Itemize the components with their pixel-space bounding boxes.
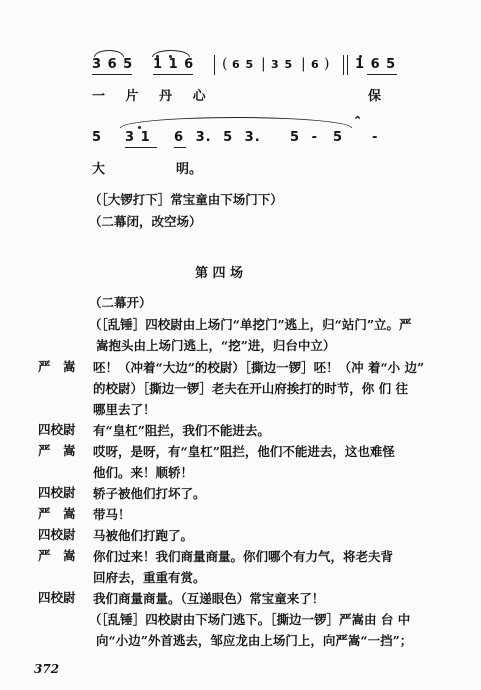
- dialogue-line: 哪里去了！: [93, 402, 156, 417]
- barline: [347, 55, 348, 75]
- lyric: 明。: [176, 162, 203, 177]
- lyric: 保: [368, 89, 382, 104]
- speaker-name: 严 嵩: [38, 548, 76, 563]
- barline: |: [261, 56, 266, 72]
- underline-beat: [174, 147, 186, 148]
- barline: [214, 55, 215, 75]
- note-group: 3 6 5: [92, 57, 134, 72]
- underline-beat: [92, 74, 132, 75]
- note-group: 6 3. 5 3.: [174, 130, 261, 145]
- fermata-mark: ⌃: [353, 114, 363, 127]
- underline-beat: [125, 147, 157, 148]
- note-group: 1 1 6: [153, 57, 195, 72]
- dialogue-line: 呸！（冲着“大边”的校尉）［撕边一锣］呸！（冲 着“小 边”: [93, 360, 425, 375]
- closing-direction: （［乱锤］四校尉由下场门逃下。［撕边一锣］严嵩由 台 中: [89, 612, 411, 627]
- paren-close: ): [324, 56, 330, 72]
- stage-direction: （二幕闭，改空场）: [89, 214, 202, 229]
- note-group: 6: [311, 58, 320, 71]
- high-octave-dot: [138, 126, 141, 129]
- note-group: 5: [92, 130, 103, 145]
- paren-open: (: [222, 56, 228, 72]
- speaker-name: 严 嵩: [38, 359, 76, 374]
- speaker-name: 严 嵩: [38, 506, 76, 521]
- note-group: 5 -: [290, 130, 318, 145]
- stage-direction: （［大锣打下］常宝童由下场门下）: [89, 192, 283, 207]
- note-group: 5: [333, 130, 344, 145]
- dialogue-line: 我们商量商量。（互递眼色）常宝童来了！: [93, 591, 325, 606]
- dialogue-line: 马被他们打跑了。: [93, 528, 194, 543]
- speaker-name: 四校尉: [38, 485, 76, 500]
- barline: |: [301, 56, 306, 72]
- note-group: 1 6 5: [355, 57, 397, 72]
- intro-line: （［乱锤］四校尉由上场门“单挖门”逃上，归“站门”立。严: [89, 317, 412, 332]
- speaker-name: 四校尉: [38, 527, 76, 542]
- underline-beat: [367, 74, 397, 75]
- intro-line: 嵩抱头由上场门逃上，“挖”进，归台中立）: [96, 338, 336, 353]
- speaker-name: 四校尉: [38, 422, 76, 437]
- dialogue-line: 有“皇杠”阻拦，我们不能进去。: [93, 423, 270, 438]
- dialogue-line: 轿子被他们打坏了。: [93, 486, 206, 501]
- lyric: 大: [92, 162, 106, 177]
- scene-title: 第 四 场: [195, 266, 244, 281]
- dialogue-line: 的校尉）［撕边一锣］老夫在开山府挨打的时节，你 们 往: [93, 381, 408, 396]
- lyric: 一 片 丹 心: [92, 89, 206, 104]
- closing-direction: 向“小边”外首逃去，邹应龙由上场门上，向严嵩“一挡”；: [96, 633, 413, 648]
- dialogue-line: 哎呀，是呀，有“皇杠”阻拦，他们不能进去，这也难怪: [93, 444, 395, 459]
- page-number: 372: [34, 662, 60, 676]
- note-group: 3 1: [125, 130, 151, 145]
- note-group: -: [372, 130, 379, 145]
- note-group: 3 5: [271, 58, 294, 71]
- scene-open-direction: （二幕开）: [89, 295, 152, 310]
- barline: [343, 55, 344, 75]
- note-group: 6 5: [232, 58, 255, 71]
- dialogue-line: 他们。来！顺轿！: [93, 465, 194, 480]
- dialogue-line: 回府去，重重有赏。: [93, 570, 206, 585]
- speaker-name: 严 嵩: [38, 443, 76, 458]
- slur-mark: [94, 50, 124, 57]
- speaker-name: 四校尉: [38, 590, 76, 605]
- dialogue-line: 带马！: [93, 507, 131, 522]
- dialogue-line: 你们过来！我们商量商量。你们哪个有力气，将老夫背: [93, 549, 394, 564]
- slur-mark: [120, 117, 352, 128]
- underline-beat: [153, 74, 193, 75]
